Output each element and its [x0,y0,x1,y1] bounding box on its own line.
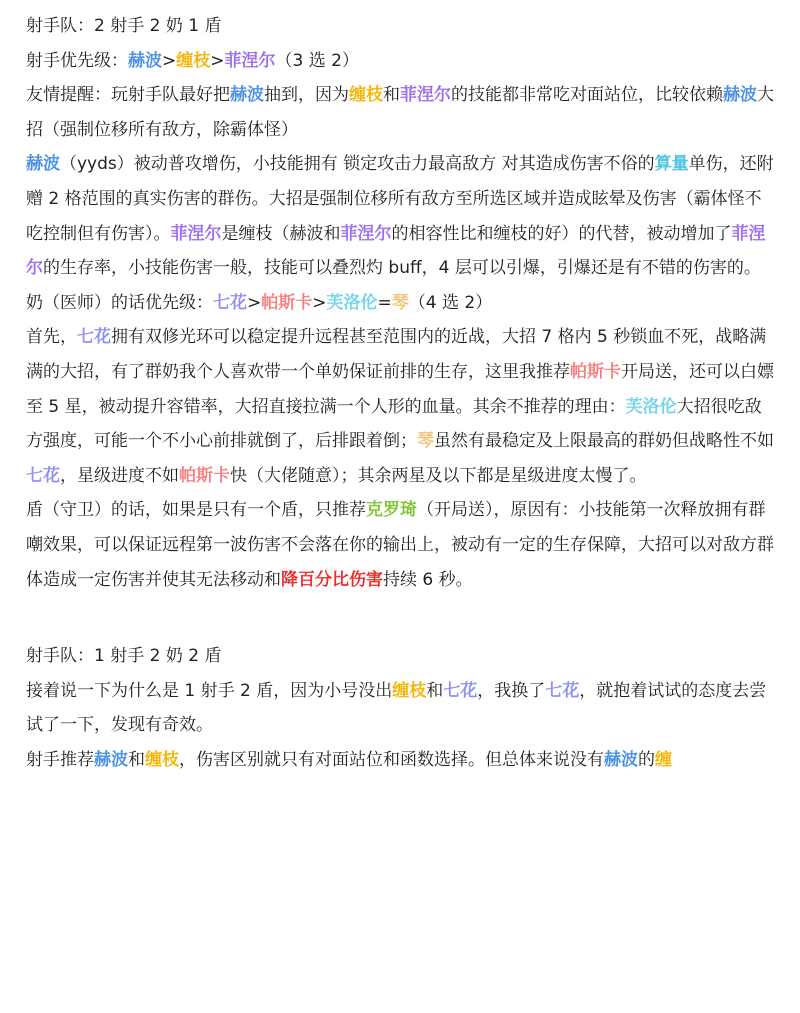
paragraph [26,493,774,597]
highlight-name: 帕斯卡 [261,292,313,313]
text-run: 盾（守卫）的话，如果是只有一个盾，只推荐 [26,500,366,521]
paragraph [26,674,774,743]
highlight-name: 赫波 [723,85,757,106]
highlight-name: 缠枝 [392,680,427,701]
text-run: > [312,292,327,313]
text-run: 拥有双修光环可以稳定提升远程甚至范围内的近战，大招 7 格内 5 秒锁血不死，战略满满的大招，有了群奶我个人喜欢带一个单奶保证前排的生存，这里我推荐 [26,327,767,382]
text-run: （3 选 2） [275,50,359,71]
text-run: 虽然有最稳定及上限最高的群奶但战略性不如 [434,431,774,452]
highlight-name: 菲涅尔 [340,223,392,244]
text-run: > [210,50,225,71]
text-run: 大招（强制位移所有敌方，除霸体怪） [26,85,774,140]
highlight-name: 琴 [417,431,434,452]
text-run: 持续 6 秒。 [383,569,473,590]
highlight-name: 七花 [545,680,580,701]
paragraph-spacer [26,597,774,639]
text-run: ，我换了 [477,680,546,701]
text-run: 射手优先级： [26,50,128,71]
highlight-name: 菲涅尔 [26,223,766,279]
text-run: ，伤害区别就只有对面站位和函数选择。但总体来说没有 [179,749,604,770]
paragraph [26,44,774,79]
paragraph [26,9,774,44]
highlight-name: 赫波 [230,85,264,106]
highlight-name: 缠 [655,749,672,770]
highlight-name: 赫波 [128,50,162,71]
text-run: 和 [426,680,444,701]
paragraph [26,639,774,674]
text-run: 单伤，还附赠 2 格范围的真实伤害的群伤。大招是强制位移所有敌方至所选区域并造成眩晕及伤害（霸体怪不吃控制但有伤害）。 [26,154,774,244]
text-run: 的 [638,749,655,770]
highlight-name: 芙洛伦 [625,396,677,417]
highlight-name: 算量 [654,154,689,175]
text-run: 开局送，还可以白嫖至 5 星，被动提升容错率，大招直接拉满一个人形的血量。其余不推荐的理由： [26,361,774,417]
highlight-name: 帕斯卡 [179,465,230,486]
text-run: 的技能都非常吃对面站位，比较依赖 [451,85,723,106]
highlight-name: 菲涅尔 [400,85,451,106]
highlight-name: 降百分比伤害 [281,569,383,590]
text-run: 的生存率，小技能伤害一般，技能可以叠烈灼 buff，4 层可以引爆，引爆还是有不错的伤害的。 [43,258,761,279]
text-run: 大招很吃敌方强度，可能一个不小心前排就倒了，后排跟着倒； [26,396,762,452]
highlight-name: 帕斯卡 [570,361,621,382]
highlight-name: 琴 [391,292,409,313]
text-run: 射手推荐 [26,749,94,770]
text-run: （4 选 2） [408,292,493,313]
highlight-name: 七花 [77,327,111,348]
text-run: 抽到，因为 [264,85,349,106]
text-run: = [377,292,392,313]
highlight-name: 七花 [26,465,60,486]
text-run: 和 [128,749,145,770]
highlight-name: 赫波 [26,154,60,175]
highlight-name: 赫波 [604,749,638,770]
paragraph [26,286,774,321]
text-run: （yyds）被动普攻增伤，小技能拥有 锁定攻击力最高敌方 对其造成伤害不俗的 [60,154,655,175]
text-run: 和 [383,85,400,106]
paragraph [26,78,774,147]
highlight-name: 七花 [443,680,478,701]
text-run: 奶（医师）的话优先级： [26,292,213,313]
highlight-name: 菲涅尔 [170,223,222,244]
paragraph [26,320,774,493]
highlight-name: 菲涅尔 [224,50,276,71]
text-run: 友情提醒：玩射手队最好把 [26,85,230,106]
text-run: ，星级进度不如 [60,465,179,486]
text-run: 首先， [26,327,77,348]
highlight-name: 克罗琦 [366,500,417,521]
text-run: 射手队：2 射手 2 奶 1 盾 [26,16,222,36]
highlight-name: 缠枝 [176,50,211,71]
highlight-name: 缠枝 [349,85,383,106]
text-run: > [162,50,177,71]
text-run: ，就抱着试试的态度去尝试了一下，发现有奇效。 [26,680,767,736]
paragraph [26,743,774,778]
text-run: 的相容性比和缠枝的好）的代替，被动增加了 [391,223,732,244]
highlight-name: 赫波 [94,749,128,770]
text-run: 是缠枝（赫波和 [221,223,341,244]
article-body [26,0,774,777]
paragraph [26,147,774,285]
text-run: > [247,292,262,313]
text-run: 射手队：1 射手 2 奶 2 盾 [26,646,222,667]
text-run: 快（大佬随意）；其余两星及以下都是星级进度太慢了。 [230,465,647,486]
highlight-name: 芙洛伦 [326,292,378,313]
highlight-name: 七花 [213,292,247,313]
text-run: （开局送），原因有：小技能第一次释放拥有群嘲效果，可以保证远程第一波伤害不会落在你的输出上，被动有一定的生存保障，大招可以对敌方群体造成一定伤害并使其无法移动和 [26,500,774,590]
highlight-name: 缠枝 [145,749,179,770]
text-run: 接着说一下为什么是 1 射手 2 盾，因为小号没出 [26,680,393,701]
